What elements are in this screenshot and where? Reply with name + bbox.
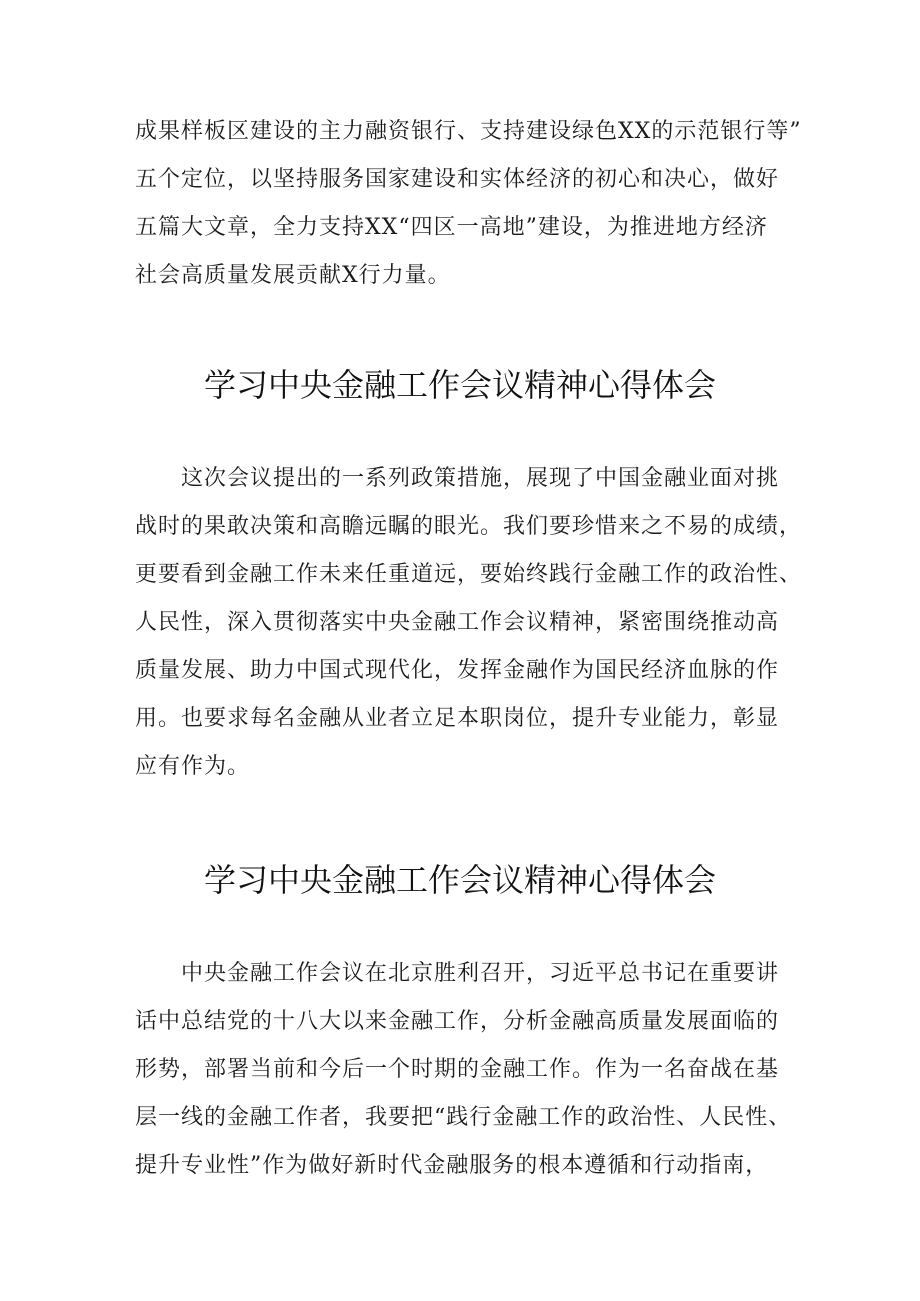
paragraph-line: 话中总结党的十八大以来金融工作，分析金融高质量发展面临的 — [135, 1009, 780, 1034]
section-1-paragraph — [135, 455, 803, 791]
paragraph-line: 五篇大文章，全力支持XX“四区一高地”建设，为推进地方经济 — [135, 215, 768, 240]
paragraph-line: 成果样板区建设的主力融资银行、支持建设绿色XX的示范银行等” — [135, 119, 802, 144]
paragraph-line: 提升专业性”作为做好新时代金融服务的根本遵循和行动指南， — [135, 1153, 769, 1178]
paragraph-line: 中央金融工作会议在北京胜利召开，习近平总书记在重要讲 — [181, 961, 780, 986]
section-heading-1: 学习中央金融工作会议精神心得体会 — [203, 366, 716, 404]
paragraph-line: 形势，部署当前和今后一个时期的金融工作。作为一名奋战在基 — [135, 1057, 780, 1082]
paragraph-line: 应有作为。 — [135, 754, 251, 779]
section-2-paragraph — [135, 950, 795, 1190]
paragraph-line: 层一线的金融工作者，我要把“践行金融工作的政治性、人民性、 — [135, 1105, 792, 1130]
paragraph-line: 用。也要求每名金融从业者立足本职岗位，提升专业能力，彰显 — [135, 706, 780, 731]
paragraph-line: 五个定位，以坚持服务国家建设和实体经济的初心和决心，做好 — [135, 167, 780, 192]
paragraph-line: 战时的果敢决策和高瞻远瞩的眼光。我们要珍惜来之不易的成绩， — [135, 514, 803, 539]
paragraph-line: 更要看到金融工作未来任重道远，要始终践行金融工作的政治性、 — [135, 562, 803, 587]
section-heading-2: 学习中央金融工作会议精神心得体会 — [203, 861, 716, 899]
continuation-paragraph — [135, 108, 802, 300]
paragraph-line: 人民性，深入贯彻落实中央金融工作会议精神，紧密围绕推动高 — [135, 610, 780, 635]
paragraph-line: 社会高质量发展贡献X行力量。 — [135, 263, 451, 288]
paragraph-line: 这次会议提出的一系列政策措施，展现了中国金融业面对挑 — [181, 466, 780, 491]
paragraph-line: 质量发展、助力中国式现代化，发挥金融作为国民经济血脉的作 — [135, 658, 780, 683]
